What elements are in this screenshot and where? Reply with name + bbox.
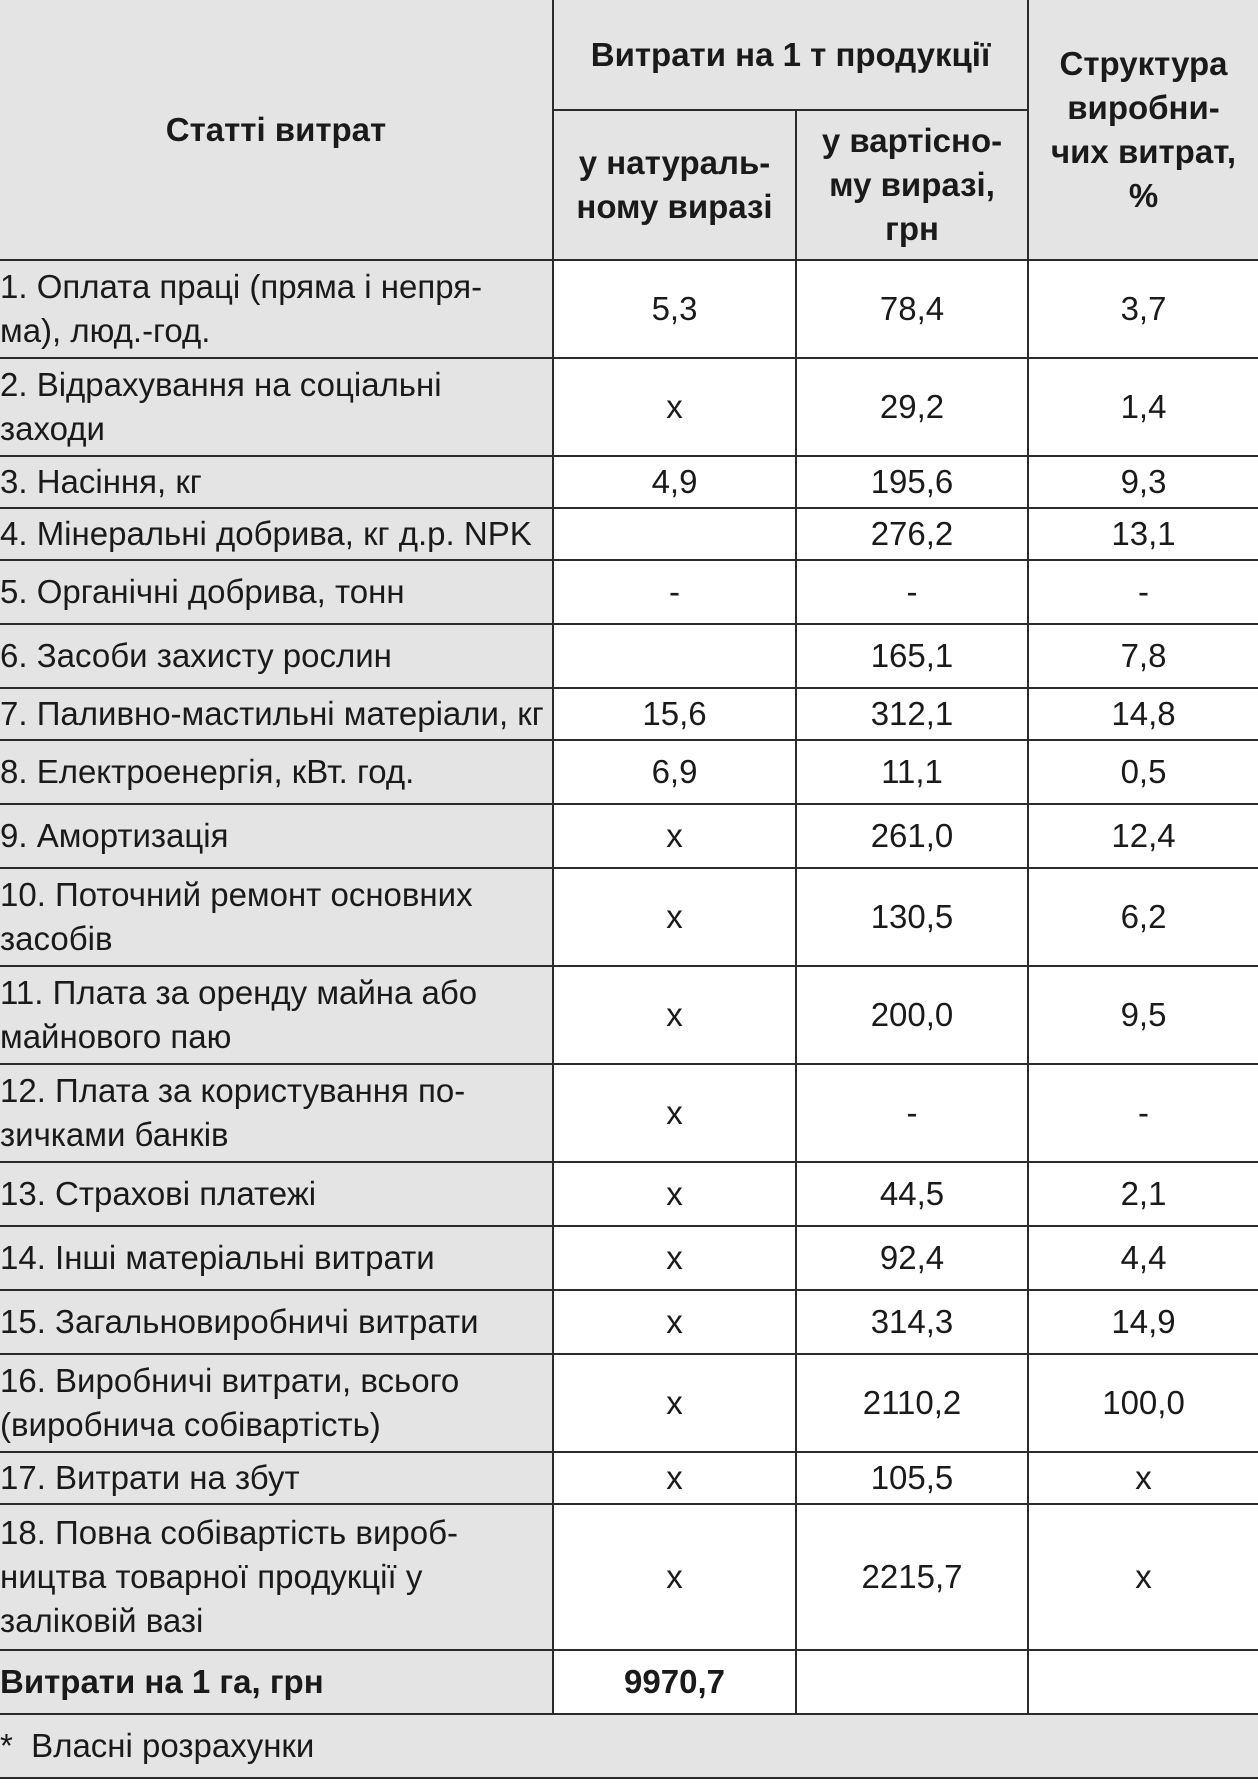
- row-label-cell: [0, 1290, 553, 1354]
- row-natural-value: 4,9: [651, 463, 698, 500]
- table-row: [0, 560, 1258, 624]
- total-natural-value: 9970,7: [624, 1663, 725, 1700]
- row-label-cell: [0, 1162, 553, 1226]
- row-cost-value: 276,2: [870, 515, 954, 552]
- row-structure-value: 14,9: [1111, 1303, 1176, 1340]
- row-cost-value-cell: [796, 260, 1028, 358]
- footnote-cell: [0, 1714, 1258, 1778]
- table-row: [0, 1064, 1258, 1162]
- row-structure-value-cell: [1028, 508, 1258, 560]
- row-natural-value-cell: [553, 804, 796, 868]
- row-structure-value-cell: [1028, 868, 1258, 966]
- row-natural-value-cell: [553, 260, 796, 358]
- row-label: 3. Насіння, кг: [0, 463, 202, 500]
- row-cost-value: 130,5: [870, 898, 954, 935]
- row-cost-value: 312,1: [870, 695, 954, 732]
- row-natural-value-cell: [553, 868, 796, 966]
- row-cost-value-cell: [796, 456, 1028, 508]
- row-natural-value: х: [666, 817, 683, 854]
- row-cost-value-cell: [796, 1504, 1028, 1650]
- row-structure-value-cell: [1028, 560, 1258, 624]
- row-structure-value: х: [1135, 1459, 1152, 1496]
- row-structure-value: 9,5: [1120, 996, 1167, 1033]
- row-label-cell: [0, 624, 553, 688]
- row-structure-value-cell: [1028, 1290, 1258, 1354]
- header-structure-label: Структура виробни- чих витрат, %: [1050, 44, 1237, 214]
- row-cost-value: 195,6: [870, 463, 954, 500]
- header-structure: [1028, 0, 1258, 260]
- row-label: 16. Виробничі витрати, всього (виробнича собівартість): [0, 1362, 460, 1443]
- row-natural-value-cell: [553, 1290, 796, 1354]
- row-structure-value-cell: [1028, 1226, 1258, 1290]
- row-label-cell: [0, 868, 553, 966]
- row-cost-value: 105,5: [870, 1459, 954, 1496]
- row-cost-value: 2215,7: [861, 1558, 963, 1595]
- row-label: 10. Поточний ремонт основних засобів: [0, 876, 473, 957]
- header-value: [796, 110, 1028, 260]
- row-cost-value: 261,0: [870, 817, 954, 854]
- row-cost-value-cell: [796, 868, 1028, 966]
- row-structure-value-cell: [1028, 1162, 1258, 1226]
- row-structure-value: 7,8: [1120, 637, 1167, 674]
- total-label: Витрати на 1 га, грн: [0, 1663, 324, 1700]
- row-cost-value-cell: [796, 804, 1028, 868]
- table-row: [0, 868, 1258, 966]
- row-cost-value-cell: [796, 560, 1028, 624]
- table-row: [0, 740, 1258, 804]
- header-items: [0, 0, 553, 260]
- row-label: 17. Витрати на збут: [0, 1459, 300, 1496]
- row-structure-value: 3,7: [1120, 290, 1167, 327]
- row-label-cell: [0, 358, 553, 456]
- row-natural-value: х: [666, 996, 683, 1033]
- table-row: [0, 1226, 1258, 1290]
- row-natural-value: х: [666, 1303, 683, 1340]
- row-structure-value-cell: [1028, 358, 1258, 456]
- row-label: 12. Плата за користування по- зичками банків: [0, 1072, 466, 1153]
- row-natural-value-cell: [553, 740, 796, 804]
- footnote-row: [0, 1714, 1258, 1778]
- row-natural-value: х: [666, 1094, 683, 1131]
- footnote: * Власні розрахунки: [0, 1727, 315, 1764]
- row-structure-value: 4,4: [1120, 1239, 1167, 1276]
- row-label-cell: [0, 688, 553, 740]
- row-structure-value-cell: [1028, 1504, 1258, 1650]
- row-structure-value: 100,0: [1102, 1384, 1185, 1421]
- total-cost-value-cell: [796, 1650, 1028, 1714]
- row-label: 14. Інші матеріальні витрати: [0, 1239, 435, 1276]
- row-structure-value: 0,5: [1120, 753, 1167, 790]
- row-cost-value-cell: [796, 624, 1028, 688]
- row-natural-value: 15,6: [642, 695, 707, 732]
- row-label-cell: [0, 1504, 553, 1650]
- row-cost-value-cell: [796, 1226, 1028, 1290]
- row-label-cell: [0, 740, 553, 804]
- header-items-label: Статті витрат: [165, 110, 387, 148]
- table-row: [0, 1504, 1258, 1650]
- table-row: [0, 804, 1258, 868]
- row-label-cell: [0, 456, 553, 508]
- row-cost-value: 29,2: [879, 388, 945, 425]
- total-row: [0, 1650, 1258, 1714]
- row-natural-value-cell: [553, 1162, 796, 1226]
- table-row: [0, 1162, 1258, 1226]
- row-structure-value: 1,4: [1120, 388, 1167, 425]
- row-label: 8. Електроенергія, кВт. год.: [0, 753, 415, 790]
- row-label: 7. Паливно-мастильні матеріали, кг: [0, 695, 544, 732]
- header-cost-group: [553, 0, 1028, 110]
- table-row: [0, 624, 1258, 688]
- row-natural-value: 5,3: [651, 290, 698, 327]
- row-label: 5. Органічні добрива, тонн: [0, 573, 405, 610]
- row-structure-value: -: [1138, 1094, 1150, 1131]
- row-structure-value: -: [1138, 573, 1150, 610]
- table-row: [0, 688, 1258, 740]
- table-row: [0, 1452, 1258, 1504]
- row-natural-value: -: [669, 573, 680, 610]
- row-label-cell: [0, 508, 553, 560]
- row-cost-value-cell: [796, 1354, 1028, 1452]
- table-row: [0, 1290, 1258, 1354]
- row-label: 15. Загальновиробничі витрати: [0, 1303, 479, 1340]
- row-natural-value-cell: [553, 688, 796, 740]
- row-label: 6. Засоби захисту рослин: [0, 637, 392, 674]
- row-natural-value: х: [666, 388, 683, 425]
- row-structure-value-cell: [1028, 688, 1258, 740]
- row-cost-value: 2110,2: [862, 1384, 962, 1421]
- row-natural-value-cell: [553, 508, 796, 560]
- row-cost-value: 314,3: [870, 1303, 954, 1340]
- row-label: 11. Плата за оренду майна або майнового паю: [0, 974, 478, 1055]
- row-label-cell: [0, 1354, 553, 1452]
- row-structure-value: 9,3: [1120, 463, 1167, 500]
- row-structure-value-cell: [1028, 260, 1258, 358]
- row-label-cell: [0, 560, 553, 624]
- row-cost-value-cell: [796, 966, 1028, 1064]
- table-row: [0, 966, 1258, 1064]
- header-cost-group-label: Витрати на 1 т продукції: [590, 35, 991, 73]
- row-cost-value-cell: [796, 1162, 1028, 1226]
- row-cost-value: 165,1: [870, 637, 954, 674]
- row-cost-value-cell: [796, 358, 1028, 456]
- row-label: 18. Повна собівартість вироб- ництва товарної продукції у заліковій вазі: [0, 1514, 458, 1639]
- row-label-cell: [0, 1226, 553, 1290]
- row-label-cell: [0, 804, 553, 868]
- row-natural-value-cell: [553, 456, 796, 508]
- row-natural-value-cell: [553, 1226, 796, 1290]
- row-natural-value: х: [666, 1239, 683, 1276]
- row-cost-value: 92,4: [879, 1239, 945, 1276]
- row-natural-value-cell: [553, 358, 796, 456]
- row-structure-value-cell: [1028, 740, 1258, 804]
- row-cost-value: 200,0: [870, 996, 954, 1033]
- row-structure-value-cell: [1028, 624, 1258, 688]
- total-structure-value-cell: [1028, 1650, 1258, 1714]
- row-label-cell: [0, 1064, 553, 1162]
- row-structure-value: 14,8: [1111, 695, 1176, 732]
- row-structure-value-cell: [1028, 456, 1258, 508]
- row-natural-value: х: [666, 1175, 683, 1212]
- table-body: [0, 260, 1258, 1778]
- table-row: [0, 358, 1258, 456]
- row-natural-value-cell: [553, 1354, 796, 1452]
- row-cost-value-cell: [796, 1064, 1028, 1162]
- row-natural-value: х: [666, 1459, 683, 1496]
- table-row: [0, 508, 1258, 560]
- total-natural-value-cell: [553, 1650, 796, 1714]
- row-label: 4. Мінеральні добрива, кг д.р. NPK: [0, 515, 532, 552]
- row-natural-value-cell: [553, 966, 796, 1064]
- row-cost-value-cell: [796, 508, 1028, 560]
- row-structure-value-cell: [1028, 804, 1258, 868]
- row-structure-value: 12,4: [1111, 817, 1176, 854]
- row-structure-value-cell: [1028, 1354, 1258, 1452]
- row-cost-value: 44,5: [879, 1175, 945, 1212]
- row-cost-value: 78,4: [879, 290, 945, 327]
- row-label: 13. Страхові платежі: [0, 1175, 317, 1212]
- total-label-cell: [0, 1650, 553, 1714]
- row-cost-value-cell: [796, 740, 1028, 804]
- row-natural-value-cell: [553, 1452, 796, 1504]
- row-natural-value-cell: [553, 1504, 796, 1650]
- row-natural-value-cell: [553, 1064, 796, 1162]
- row-structure-value: 2,1: [1120, 1175, 1167, 1212]
- header-value-label: у вартісно- му виразі, грн: [821, 122, 1003, 247]
- row-natural-value: х: [666, 1384, 683, 1421]
- row-natural-value: х: [666, 898, 683, 935]
- row-cost-value: 11,1: [881, 753, 943, 790]
- header-natural: [553, 110, 796, 260]
- header-natural-label: у натураль- ному виразі: [576, 144, 773, 225]
- row-label: 1. Оплата праці (пряма і непря- ма), люд.-год.: [0, 268, 483, 349]
- row-natural-value-cell: [553, 624, 796, 688]
- row-structure-value: х: [1135, 1558, 1152, 1595]
- row-cost-value-cell: [796, 1290, 1028, 1354]
- row-label-cell: [0, 260, 553, 358]
- row-cost-value: -: [906, 1094, 918, 1131]
- row-natural-value: х: [666, 1558, 683, 1595]
- row-structure-value-cell: [1028, 1452, 1258, 1504]
- row-natural-value: 6,9: [651, 753, 698, 790]
- row-structure-value: 13,1: [1111, 515, 1176, 552]
- table-row: [0, 456, 1258, 508]
- row-cost-value-cell: [796, 688, 1028, 740]
- row-natural-value-cell: [553, 560, 796, 624]
- row-label: 2. Відрахування на соціальні заходи: [0, 366, 442, 447]
- row-label-cell: [0, 1452, 553, 1504]
- table-row: [0, 260, 1258, 358]
- row-cost-value: -: [906, 573, 918, 610]
- row-label: 9. Амортизація: [0, 817, 229, 854]
- row-cost-value-cell: [796, 1452, 1028, 1504]
- table-row: [0, 1354, 1258, 1452]
- row-structure-value-cell: [1028, 966, 1258, 1064]
- row-structure-value-cell: [1028, 1064, 1258, 1162]
- row-label-cell: [0, 966, 553, 1064]
- row-structure-value: 6,2: [1120, 898, 1167, 935]
